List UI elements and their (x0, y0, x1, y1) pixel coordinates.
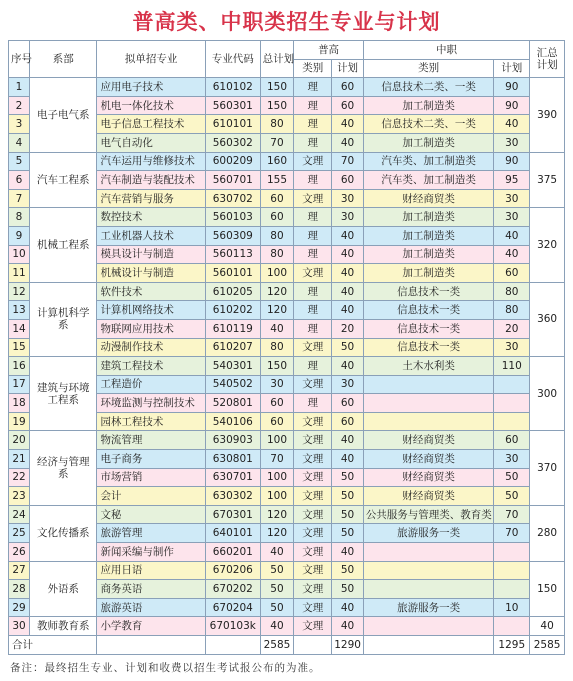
cell-zz-category (363, 580, 494, 599)
cell-zz-plan: 110 (494, 357, 530, 376)
cell-total: 40 (260, 617, 294, 636)
cell-total: 50 (260, 598, 294, 617)
cell-pg-plan: 50 (332, 338, 364, 357)
cell-code: 560302 (205, 133, 260, 152)
cell-zz-plan: 60 (494, 264, 530, 283)
cell-code: 670206 (205, 561, 260, 580)
cell-code: 610202 (205, 301, 260, 320)
total-summary: 2585 (530, 636, 565, 655)
cell-total: 120 (260, 505, 294, 524)
cell-pg-category: 文理 (294, 431, 332, 450)
cell-pg-plan: 40 (332, 301, 364, 320)
cell-zz-plan: 30 (494, 133, 530, 152)
cell-zz-category: 信息技术一类 (363, 282, 494, 301)
cell-zz-plan (494, 580, 530, 599)
cell-zz-category (363, 617, 494, 636)
cell-code: 670301 (205, 505, 260, 524)
cell-code: 560101 (205, 264, 260, 283)
cell-seq: 19 (9, 412, 30, 431)
total-pg-plan: 1290 (332, 636, 364, 655)
cell-seq: 13 (9, 301, 30, 320)
cell-code: 660201 (205, 543, 260, 562)
header-zz-category: 类别 (363, 59, 494, 78)
cell-pg-category: 文理 (294, 450, 332, 469)
cell-pg-category: 文理 (294, 505, 332, 524)
cell-major: 工程造价 (97, 375, 205, 394)
cell-total: 100 (260, 431, 294, 450)
cell-zz-plan: 95 (494, 171, 530, 190)
cell-total: 60 (260, 208, 294, 227)
cell-pg-plan: 30 (332, 189, 364, 208)
cell-code: 610205 (205, 282, 260, 301)
table-row (9, 617, 565, 636)
cell-zz-plan: 80 (494, 282, 530, 301)
cell-summary: 150 (530, 561, 565, 617)
cell-summary: 280 (530, 505, 565, 561)
cell-zz-plan (494, 375, 530, 394)
cell-dept: 经济与管理系 (30, 431, 97, 505)
cell-code: 670204 (205, 598, 260, 617)
cell-code: 560301 (205, 96, 260, 115)
cell-code: 600209 (205, 152, 260, 171)
cell-pg-plan: 60 (332, 412, 364, 431)
cell-zz-category (363, 375, 494, 394)
cell-code: 670103k (205, 617, 260, 636)
cell-zz-category: 财经商贸类 (363, 431, 494, 450)
cell-pg-category: 理 (294, 208, 332, 227)
cell-zz-plan: 50 (494, 487, 530, 506)
cell-pg-plan: 40 (332, 264, 364, 283)
total-label: 合计 (9, 636, 97, 655)
cell-zz-plan: 70 (494, 505, 530, 524)
cell-zz-plan: 50 (494, 468, 530, 487)
cell-major: 商务英语 (97, 580, 205, 599)
table-row (9, 152, 565, 171)
cell-pg-plan: 50 (332, 561, 364, 580)
cell-code: 630903 (205, 431, 260, 450)
cell-zz-category: 财经商贸类 (363, 468, 494, 487)
cell-major: 物联网应用技术 (97, 319, 205, 338)
cell-summary: 300 (530, 357, 565, 431)
cell-dept: 汽车工程系 (30, 152, 97, 208)
cell-summary: 40 (530, 617, 565, 636)
cell-major: 建筑工程技术 (97, 357, 205, 376)
cell-pg-plan: 30 (332, 375, 364, 394)
cell-zz-category: 加工制造类 (363, 133, 494, 152)
cell-seq: 10 (9, 245, 30, 264)
cell-seq: 27 (9, 561, 30, 580)
total-zz-plan: 1295 (494, 636, 530, 655)
cell-zz-plan (494, 617, 530, 636)
cell-zz-category: 旅游服务一类 (363, 524, 494, 543)
cell-seq: 9 (9, 226, 30, 245)
cell-seq: 18 (9, 394, 30, 413)
cell-pg-plan: 40 (332, 282, 364, 301)
cell-total: 155 (260, 171, 294, 190)
header-pg-category: 类别 (294, 59, 332, 78)
cell-seq: 25 (9, 524, 30, 543)
cell-code: 540106 (205, 412, 260, 431)
cell-seq: 29 (9, 598, 30, 617)
cell-zz-category (363, 412, 494, 431)
cell-zz-category: 旅游服务一类 (363, 598, 494, 617)
cell-zz-plan: 80 (494, 301, 530, 320)
header-major: 拟单招专业 (97, 41, 205, 78)
cell-zz-plan: 90 (494, 96, 530, 115)
cell-total: 30 (260, 375, 294, 394)
cell-total: 50 (260, 580, 294, 599)
cell-zz-plan: 30 (494, 189, 530, 208)
cell-total: 100 (260, 468, 294, 487)
cell-pg-category: 理 (294, 394, 332, 413)
cell-total: 60 (260, 412, 294, 431)
cell-pg-category: 理 (294, 133, 332, 152)
cell-pg-category: 文理 (294, 264, 332, 283)
cell-seq: 12 (9, 282, 30, 301)
total-empty (97, 636, 205, 655)
cell-total: 70 (260, 133, 294, 152)
cell-code: 610102 (205, 78, 260, 97)
cell-dept: 文化传播系 (30, 505, 97, 561)
cell-code: 640101 (205, 524, 260, 543)
cell-pg-plan: 70 (332, 152, 364, 171)
cell-code: 630702 (205, 189, 260, 208)
cell-major: 新闻采编与制作 (97, 543, 205, 562)
cell-total: 150 (260, 96, 294, 115)
cell-zz-category: 信息技术二类、一类 (363, 115, 494, 134)
cell-total: 70 (260, 450, 294, 469)
cell-seq: 7 (9, 189, 30, 208)
cell-pg-category: 文理 (294, 561, 332, 580)
cell-major: 汽车营销与服务 (97, 189, 205, 208)
header-row (9, 41, 565, 60)
cell-pg-plan: 60 (332, 78, 364, 97)
cell-summary: 390 (530, 78, 565, 152)
cell-code: 610101 (205, 115, 260, 134)
cell-summary: 375 (530, 152, 565, 208)
cell-code: 610119 (205, 319, 260, 338)
cell-seq: 24 (9, 505, 30, 524)
cell-zz-category: 土木水利类 (363, 357, 494, 376)
cell-seq: 22 (9, 468, 30, 487)
cell-pg-category: 理 (294, 96, 332, 115)
cell-seq: 17 (9, 375, 30, 394)
cell-zz-category: 加工制造类 (363, 264, 494, 283)
cell-major: 汽车运用与维修技术 (97, 152, 205, 171)
cell-pg-plan: 40 (332, 617, 364, 636)
cell-pg-plan: 40 (332, 598, 364, 617)
cell-total: 60 (260, 394, 294, 413)
total-row (9, 636, 565, 655)
cell-pg-category: 文理 (294, 189, 332, 208)
cell-major: 动漫制作技术 (97, 338, 205, 357)
cell-major: 旅游英语 (97, 598, 205, 617)
cell-zz-category: 财经商贸类 (363, 450, 494, 469)
cell-pg-category: 理 (294, 282, 332, 301)
cell-zz-category: 信息技术二类、一类 (363, 78, 494, 97)
cell-major: 环境监测与控制技术 (97, 394, 205, 413)
cell-zz-category (363, 543, 494, 562)
cell-pg-category: 理 (294, 226, 332, 245)
table-row (9, 282, 565, 301)
cell-seq: 14 (9, 319, 30, 338)
cell-zz-plan: 90 (494, 78, 530, 97)
cell-pg-category: 文理 (294, 375, 332, 394)
total-empty (294, 636, 332, 655)
cell-zz-plan: 90 (494, 152, 530, 171)
cell-total: 50 (260, 561, 294, 580)
cell-pg-plan: 40 (332, 357, 364, 376)
cell-seq: 4 (9, 133, 30, 152)
cell-total: 40 (260, 543, 294, 562)
cell-code: 560103 (205, 208, 260, 227)
cell-major: 小学教育 (97, 617, 205, 636)
cell-major: 文秘 (97, 505, 205, 524)
cell-total: 80 (260, 245, 294, 264)
cell-pg-category: 文理 (294, 543, 332, 562)
cell-total: 80 (260, 338, 294, 357)
cell-zz-plan: 30 (494, 338, 530, 357)
table-row (9, 505, 565, 524)
total-empty (205, 636, 260, 655)
cell-major: 应用日语 (97, 561, 205, 580)
cell-summary: 320 (530, 208, 565, 282)
header-pg-plan: 计划 (332, 59, 364, 78)
cell-zz-plan: 70 (494, 524, 530, 543)
cell-major: 模具设计与制造 (97, 245, 205, 264)
cell-pg-category: 文理 (294, 617, 332, 636)
cell-pg-plan: 50 (332, 468, 364, 487)
cell-summary: 360 (530, 282, 565, 356)
cell-pg-category: 理 (294, 115, 332, 134)
cell-pg-category: 文理 (294, 580, 332, 599)
cell-major: 计算机网络技术 (97, 301, 205, 320)
header-code: 专业代码 (205, 41, 260, 78)
cell-pg-plan: 30 (332, 208, 364, 227)
page-title: 普高类、中职类招生专业与计划 (132, 10, 441, 34)
cell-seq: 20 (9, 431, 30, 450)
cell-major: 电子信息工程技术 (97, 115, 205, 134)
total-plan: 2585 (260, 636, 294, 655)
cell-total: 100 (260, 487, 294, 506)
cell-major: 市场营销 (97, 468, 205, 487)
cell-total: 80 (260, 115, 294, 134)
cell-pg-plan: 40 (332, 226, 364, 245)
cell-zz-category: 汽车类、加工制造类 (363, 171, 494, 190)
cell-major: 旅游管理 (97, 524, 205, 543)
cell-pg-category: 文理 (294, 487, 332, 506)
cell-pg-plan: 40 (332, 133, 364, 152)
cell-zz-category: 财经商贸类 (363, 189, 494, 208)
cell-seq: 21 (9, 450, 30, 469)
header-pugao: 普高 (294, 41, 363, 60)
cell-zz-plan: 60 (494, 431, 530, 450)
cell-total: 150 (260, 357, 294, 376)
cell-pg-category: 理 (294, 301, 332, 320)
cell-pg-category: 文理 (294, 412, 332, 431)
cell-dept: 外语系 (30, 561, 97, 617)
cell-seq: 2 (9, 96, 30, 115)
cell-zz-plan (494, 394, 530, 413)
cell-zz-plan: 30 (494, 450, 530, 469)
enrollment-table (8, 40, 565, 655)
cell-major: 工业机器人技术 (97, 226, 205, 245)
cell-zz-plan: 30 (494, 208, 530, 227)
cell-zz-category: 财经商贸类 (363, 487, 494, 506)
cell-pg-plan: 40 (332, 450, 364, 469)
cell-zz-category: 公共服务与管理类、教育类 (363, 505, 494, 524)
cell-zz-category: 汽车类、加工制造类 (363, 152, 494, 171)
cell-code: 540502 (205, 375, 260, 394)
cell-zz-plan (494, 543, 530, 562)
cell-major: 软件技术 (97, 282, 205, 301)
cell-total: 120 (260, 524, 294, 543)
table-row (9, 431, 565, 450)
cell-seq: 8 (9, 208, 30, 227)
header-seq: 序号 (9, 41, 30, 78)
cell-zz-plan (494, 412, 530, 431)
cell-code: 560113 (205, 245, 260, 264)
cell-pg-plan: 50 (332, 505, 364, 524)
cell-zz-plan: 40 (494, 245, 530, 264)
cell-pg-plan: 40 (332, 431, 364, 450)
cell-major: 会计 (97, 487, 205, 506)
cell-pg-plan: 50 (332, 580, 364, 599)
cell-zz-category: 信息技术一类 (363, 301, 494, 320)
cell-seq: 15 (9, 338, 30, 357)
cell-code: 630302 (205, 487, 260, 506)
header-dept: 系部 (30, 41, 97, 78)
cell-dept: 电子电气系 (30, 78, 97, 152)
cell-zz-category: 信息技术一类 (363, 338, 494, 357)
cell-seq: 28 (9, 580, 30, 599)
header-total-plan: 总计划 (260, 41, 294, 78)
table-row (9, 78, 565, 97)
cell-dept: 机械工程系 (30, 208, 97, 282)
cell-pg-category: 文理 (294, 338, 332, 357)
cell-pg-category: 理 (294, 171, 332, 190)
cell-pg-category: 文理 (294, 524, 332, 543)
cell-total: 100 (260, 264, 294, 283)
total-empty (363, 636, 494, 655)
cell-pg-plan: 50 (332, 487, 364, 506)
cell-code: 520801 (205, 394, 260, 413)
cell-pg-category: 理 (294, 245, 332, 264)
cell-zz-category: 加工制造类 (363, 245, 494, 264)
footnote: 备注：最终招生专业、计划和收费以招生考试报公布的为准。 (10, 662, 321, 674)
cell-summary: 370 (530, 431, 565, 505)
cell-code: 560701 (205, 171, 260, 190)
cell-zz-plan: 20 (494, 319, 530, 338)
cell-major: 数控技术 (97, 208, 205, 227)
cell-seq: 30 (9, 617, 30, 636)
cell-major: 机电一体化技术 (97, 96, 205, 115)
cell-major: 应用电子技术 (97, 78, 205, 97)
cell-total: 150 (260, 78, 294, 97)
cell-seq: 16 (9, 357, 30, 376)
cell-major: 电子商务 (97, 450, 205, 469)
table-row (9, 561, 565, 580)
cell-seq: 23 (9, 487, 30, 506)
cell-pg-category: 文理 (294, 598, 332, 617)
cell-pg-plan: 40 (332, 245, 364, 264)
cell-code: 670202 (205, 580, 260, 599)
cell-zz-category: 加工制造类 (363, 208, 494, 227)
cell-code: 560309 (205, 226, 260, 245)
cell-total: 120 (260, 282, 294, 301)
cell-major: 电气自动化 (97, 133, 205, 152)
cell-dept: 建筑与环境工程系 (30, 357, 97, 431)
cell-zz-category (363, 561, 494, 580)
cell-pg-plan: 60 (332, 394, 364, 413)
cell-pg-plan: 20 (332, 319, 364, 338)
cell-pg-plan: 50 (332, 524, 364, 543)
table-row (9, 357, 565, 376)
cell-zz-category: 加工制造类 (363, 96, 494, 115)
cell-pg-category: 理 (294, 319, 332, 338)
cell-seq: 1 (9, 78, 30, 97)
cell-total: 40 (260, 319, 294, 338)
cell-zz-category: 加工制造类 (363, 226, 494, 245)
cell-seq: 6 (9, 171, 30, 190)
cell-dept: 教师教育系 (30, 617, 97, 636)
cell-pg-category: 文理 (294, 152, 332, 171)
cell-major: 汽车制造与装配技术 (97, 171, 205, 190)
cell-pg-category: 理 (294, 357, 332, 376)
cell-zz-category: 信息技术一类 (363, 319, 494, 338)
cell-major: 物流管理 (97, 431, 205, 450)
cell-code: 610207 (205, 338, 260, 357)
cell-pg-category: 文理 (294, 468, 332, 487)
cell-total: 160 (260, 152, 294, 171)
cell-seq: 5 (9, 152, 30, 171)
cell-pg-plan: 60 (332, 96, 364, 115)
cell-code: 540301 (205, 357, 260, 376)
header-zz-plan: 计划 (494, 59, 530, 78)
header-zhongzhi: 中职 (363, 41, 529, 60)
cell-seq: 11 (9, 264, 30, 283)
cell-seq: 26 (9, 543, 30, 562)
cell-total: 80 (260, 226, 294, 245)
cell-pg-plan: 40 (332, 543, 364, 562)
cell-zz-plan (494, 561, 530, 580)
cell-pg-plan: 40 (332, 115, 364, 134)
cell-dept: 计算机科学系 (30, 282, 97, 356)
table-row (9, 208, 565, 227)
header-summary: 汇总计划 (530, 41, 565, 78)
cell-zz-plan: 40 (494, 226, 530, 245)
cell-major: 园林工程技术 (97, 412, 205, 431)
cell-code: 630801 (205, 450, 260, 469)
cell-seq: 3 (9, 115, 30, 134)
cell-major: 机械设计与制造 (97, 264, 205, 283)
cell-total: 60 (260, 189, 294, 208)
cell-pg-plan: 60 (332, 171, 364, 190)
cell-total: 120 (260, 301, 294, 320)
cell-zz-category (363, 394, 494, 413)
cell-pg-category: 理 (294, 78, 332, 97)
cell-code: 630701 (205, 468, 260, 487)
cell-zz-plan: 10 (494, 598, 530, 617)
cell-zz-plan: 40 (494, 115, 530, 134)
